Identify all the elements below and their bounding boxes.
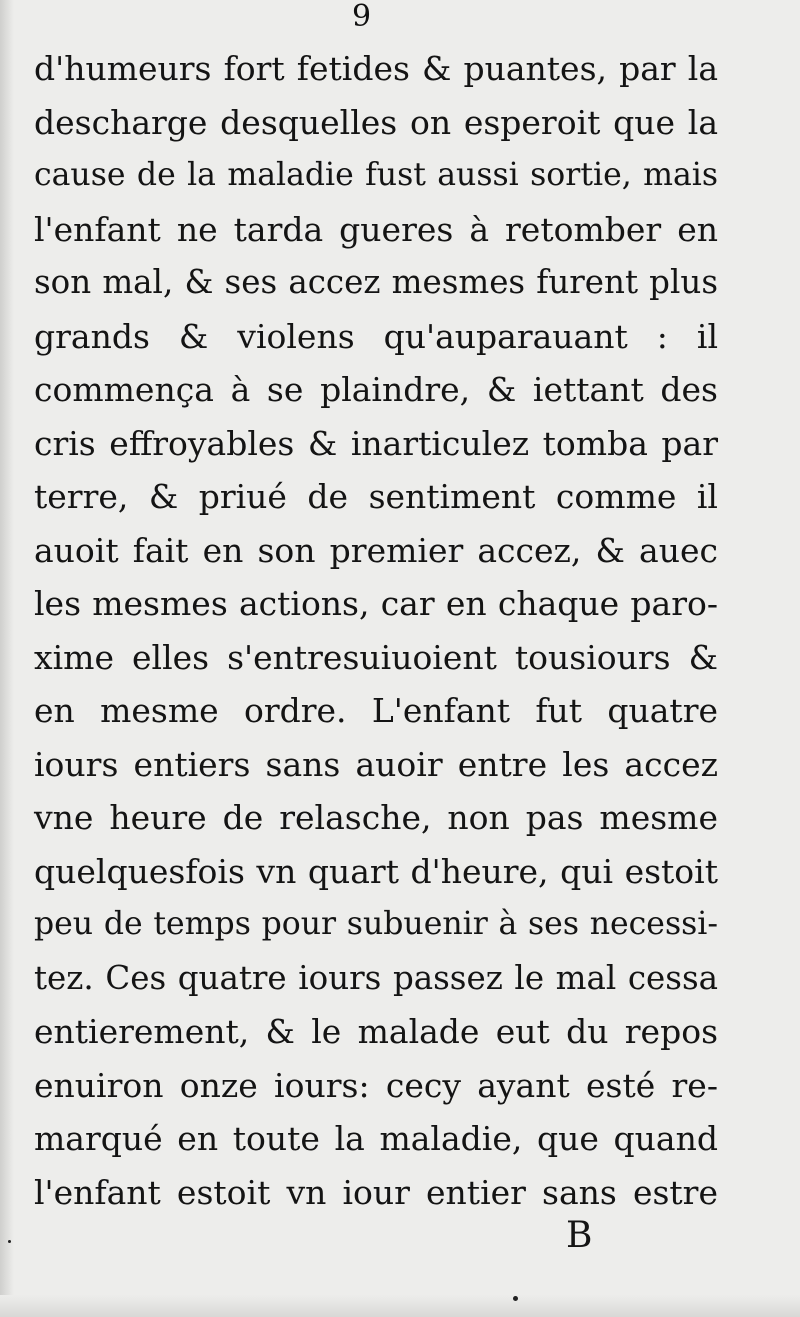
text-line: l'enfant estoit vn iour entier sans estre	[34, 1172, 718, 1212]
text-line: marqué en toute la maladie, que quand	[34, 1119, 718, 1158]
text-line: cause de la maladie fust aussi sortie, mais	[34, 157, 718, 193]
ink-speck	[8, 1240, 11, 1243]
page-number: 9	[352, 0, 372, 34]
text-line: xime elles s'entresuiuoient tousiours &	[34, 637, 718, 677]
text-line: iours entiers sans auoir entre les accez	[34, 744, 718, 784]
text-line: descharge desquelles on esperoit que la	[34, 102, 718, 142]
text-line: son mal, & ses accez mesmes furent plus	[34, 263, 718, 301]
page-left-edge	[0, 0, 14, 1317]
body-text	[34, 42, 718, 1219]
text-line: quelquesfois vn quart d'heure, qui estoit	[34, 851, 718, 891]
text-line: enuiron onze iours: cecy ayant esté re-	[34, 1065, 718, 1105]
page-bottom-edge	[0, 1295, 800, 1317]
text-line: cris effroyables & inarticulez tomba par	[34, 423, 718, 463]
text-line: les mesmes actions, car en chaque paro-	[34, 584, 718, 623]
text-line: l'enfant ne tarda gueres à retomber en	[34, 209, 718, 249]
ink-speck	[513, 1296, 518, 1301]
text-line: commença à se plaindre, & iettant des	[34, 370, 718, 409]
text-line: entierement, & le malade eut du repos	[34, 1012, 718, 1051]
text-line: auoit fait en son premier accez, & auec	[34, 530, 718, 570]
text-line: terre, & priué de sentiment comme il	[34, 477, 718, 516]
signature-mark: B	[566, 1215, 593, 1256]
text-line: d'humeurs fort fetides & puantes, par la	[34, 49, 718, 88]
text-line: tez. Ces quatre iours passez le mal cessa	[34, 958, 718, 997]
text-line: vne heure de relasche, non pas mesme	[34, 798, 718, 837]
text-line: grands & violens qu'auparauant : il	[34, 316, 718, 356]
text-line: en mesme ordre. L'enfant fut quatre	[34, 691, 718, 730]
text-line: peu de temps pour subuenir à ses necessi-	[34, 906, 718, 942]
